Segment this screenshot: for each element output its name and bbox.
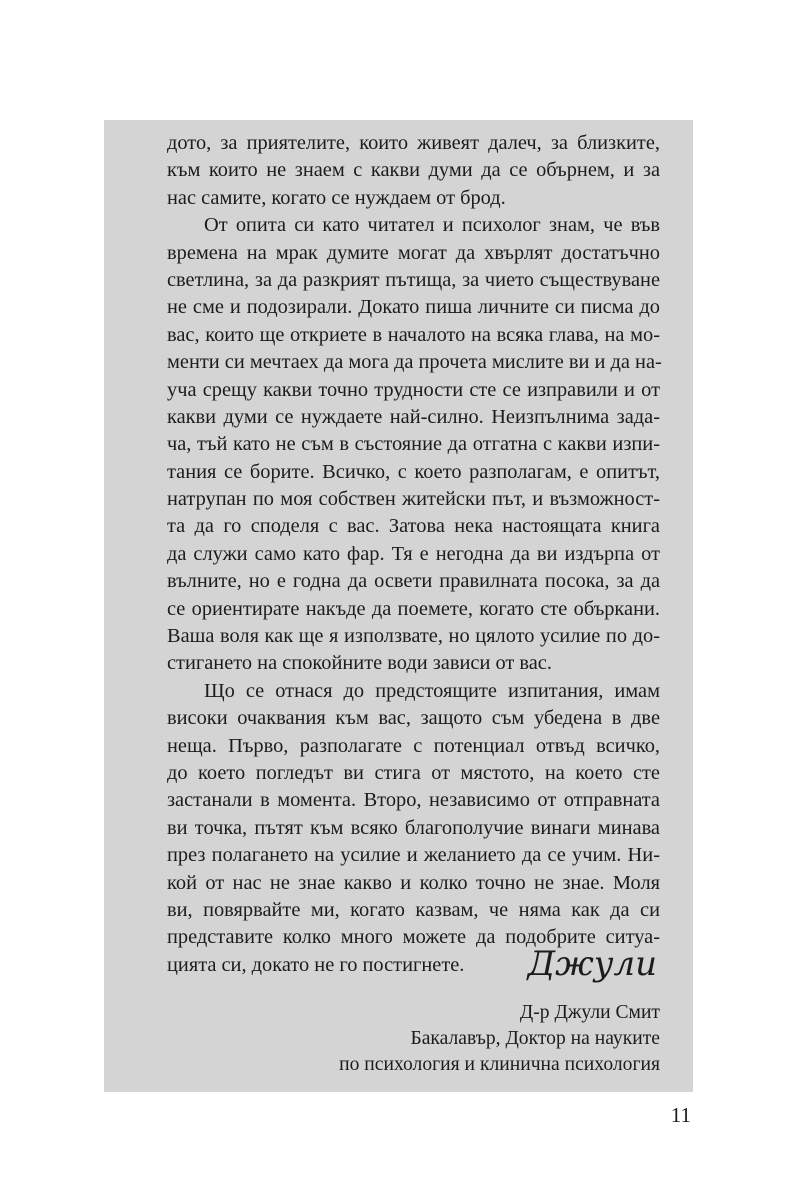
letter-line: кой от нас не знае какво и колко точно не знае. Моля (167, 871, 660, 894)
letter-line: застанали в момента. Второ, независимо от отправната (167, 789, 660, 812)
letter-line: ча, тъй като не съм в състояние да отгатна с какви изпи- (167, 433, 660, 456)
letter-line: не сме и подозирали. Докато пиша личните си писма до (167, 296, 660, 319)
letter-line: натрупан по моя собствен житейски път, и възможност- (167, 488, 660, 511)
letter-line: дото, за приятелите, които живеят далеч, за близките, (167, 132, 660, 154)
letter-line: вълните, но е годна да освети правилната посока, за да (167, 570, 660, 593)
letter-line: цията си, докато не го постигнете. (167, 953, 465, 976)
letter-line: та да го споделя с вас. Затова нека настоящата книга (167, 515, 660, 538)
letter-line: високи очаквания към вас, защото съм убедена в две (167, 707, 660, 730)
letter-line: се ориентирате накъде да поемете, когато сте объркани. (167, 597, 660, 620)
author-credits (160, 1000, 660, 1078)
signature-graphic (459, 935, 659, 995)
letter-line: времена на мрак думите могат да хвърлят достатъчно (167, 241, 660, 264)
letter-line: Ваша воля как ще я използвате, но цялото усилие по до- (167, 625, 660, 648)
letter-line: тания се борите. Всичко, с което разполагам, е опитът, (167, 460, 660, 483)
author-field: по психология и клинична психология (339, 1054, 660, 1075)
letter-line: до което погледът ви стига от мястото, на което сте (167, 761, 660, 784)
letter-line: От опита си като читател и психолог знам, че във (204, 214, 660, 237)
letter-line: да служи само като фар. Тя е негодна да ви издърпа от (167, 542, 660, 565)
letter-line: ви точка, пътят към всяко благополучие винаги минава (167, 816, 660, 839)
letter-line: към които не знаем с какви думи да се обърнем, и за (167, 159, 660, 182)
letter-line: уча срещу какви точно трудности сте се изправили и от (167, 378, 660, 401)
author-name: Д-р Джули Смит (519, 1002, 660, 1023)
author-degree: Бакалавър, Доктор на науките (410, 1028, 660, 1049)
letter-line: менти си мечтаех да мога да прочета мислите ви и да на- (167, 351, 662, 374)
handwritten-signature (459, 935, 659, 995)
signature-text: Джули (527, 944, 657, 984)
letter-line: стигането на спокойните води зависи от вас. (167, 652, 552, 675)
letter-line: вас, които ще откриете в началото на всяка глава, на мо- (167, 323, 660, 346)
letter-line: представите колко много можете да подобрите ситуа- (167, 926, 660, 949)
letter-body (167, 130, 660, 979)
letter-line: ви, повярвайте ми, когато казвам, че няма как да си (167, 898, 660, 921)
letter-line: Що се отнася до предстоящите изпитания, имам (204, 679, 660, 702)
letter-line: светлина, за да разкрият пътища, за чието съществуване (167, 268, 660, 291)
letter-line: неща. Първо, разполагате с потенциал отвъд всичко, (167, 734, 660, 757)
page-number: 11 (670, 1103, 691, 1127)
letter-line: нас самите, когато се нуждаем от брод. (167, 186, 506, 209)
letter-line: какви думи се нуждаете най-силно. Неизпълнима зада- (167, 405, 660, 428)
letter-line: през полагането на усилие и желанието да се учим. Ни- (167, 844, 660, 867)
